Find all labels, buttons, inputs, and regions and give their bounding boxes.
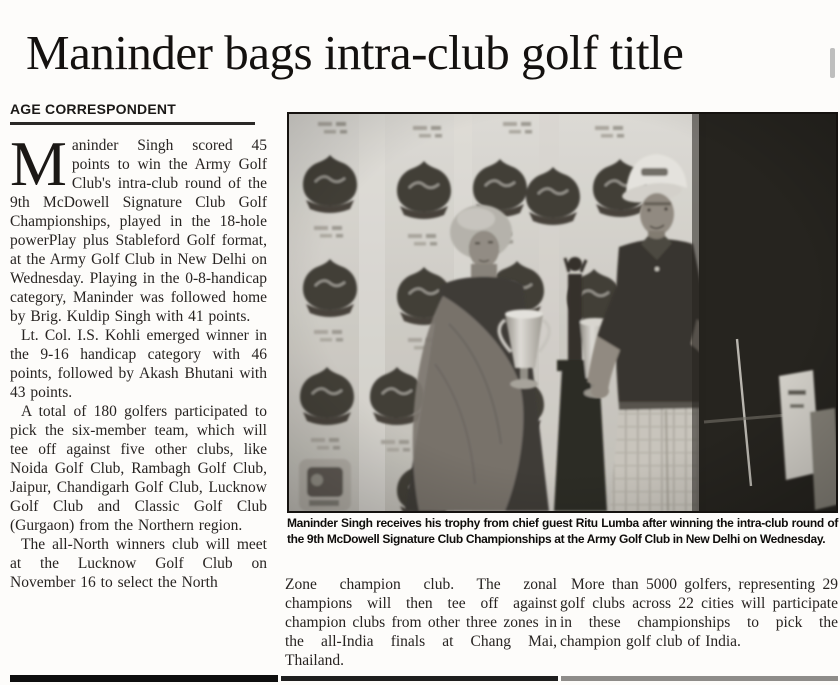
article-photo: [287, 112, 838, 513]
byline: AGE CORRESPONDENT: [10, 101, 176, 117]
photo-caption: Maninder Singh receives his trophy from chief guest Ritu Lumba after winning the intra-club round of the 9th McDowell Signature Club Championships at the Army Golf Club in New Delhi on Wednesday.: [287, 516, 838, 546]
bottom-rule-left: [10, 675, 278, 682]
bottom-rule-middle: [281, 676, 558, 681]
article-column-left: [10, 101, 267, 592]
article-column-middle: [285, 575, 557, 670]
byline-rule: [10, 122, 255, 125]
bottom-rule-right: [561, 676, 838, 681]
drop-cap: M: [10, 127, 67, 199]
page-title: Maninder bags intra-club golf title: [26, 25, 684, 80]
paragraph: More than 5000 golfers, representing 29 golf clubs across 22 cities will participate in these championships to pick the champion golf club of India.: [560, 576, 838, 650]
paragraph-text: aninder Singh scored 45 points to win the Army Golf Club's intra-club round of the 9th McDowell Signature Club Golf Championships, played in the 18-hole powerPlay plus Stableford Golf format, at the Army Golf Club in New Delhi on Wednesday. Playing in the 0-8-handicap category, Maninder was followed home by Brig. Kuldip Singh with 41 points.: [10, 136, 267, 325]
paragraph: [10, 127, 267, 326]
cropped-adjacent-column-mark: [830, 48, 835, 78]
paragraph: Lt. Col. I.S. Kohli emerged winner in the 9-16 handicap category with 46 points, followed by Akash Bhutani with 43 points.: [10, 326, 267, 401]
article-column-right: [560, 575, 838, 651]
article-body: [10, 127, 267, 592]
photo-illustration: [289, 114, 836, 511]
paragraph: Zone champion club. The zonal champions will then tee off against champion clubs from other three zones in the all-India finals at Chang Mai, Thailand.: [285, 576, 557, 669]
paragraph: A total of 180 golfers participated to pick the six-member team, which will tee off against five other clubs, like Noida Golf Club, Rambagh Golf Club, Jaipur, Chandigarh Golf Club, Lucknow Golf Club and Classic Golf Club (Gurgaon) from the Northern region.: [10, 402, 267, 534]
paragraph: The all-North winners club will meet at the Lucknow Golf Club on November 16 to select the North: [10, 535, 267, 591]
